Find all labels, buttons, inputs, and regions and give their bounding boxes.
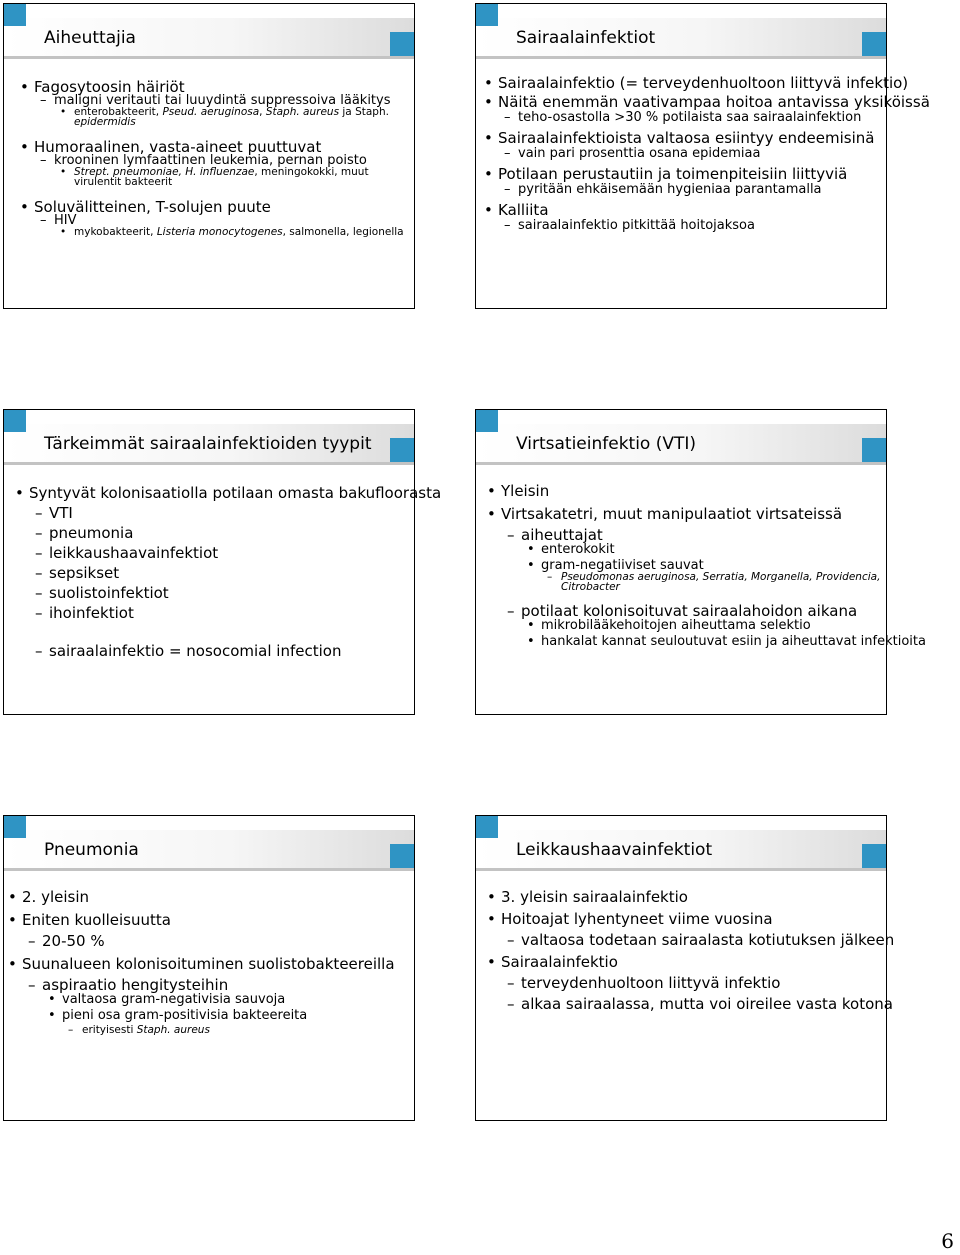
bullet-dash-icon: – <box>504 182 511 197</box>
bullet-dash-icon: – <box>507 931 515 949</box>
bullet-line: Sairaalainfektioista valtaosa esiintyy endeemisinä <box>498 129 875 147</box>
bullet-line: 3. yleisin sairaalainfektio <box>501 888 688 906</box>
bullet-line: Sairaalainfektio (= terveydenhuoltoon liittyvä infektio) <box>498 74 909 92</box>
bullet-line: valtaosa todetaan sairaalasta kotiutuksen jälkeen <box>521 931 895 949</box>
title-square-decoration <box>390 438 414 462</box>
title-square-decoration <box>390 32 414 56</box>
bullet-line: pneumonia <box>49 524 134 542</box>
bullet-dash-icon: – <box>28 932 36 950</box>
bullet-line: hankalat kannat seuloutuvat esiin ja aiheuttavat infektioita <box>541 634 926 649</box>
bullet-line: Näitä enemmän vaativampaa hoitoa antavissa yksiköissä <box>498 93 930 111</box>
corner-square-decoration <box>4 410 26 432</box>
slide-2 <box>475 3 930 309</box>
bullet-dot-icon: • <box>484 201 493 219</box>
bullet-line: Yleisin <box>501 482 550 500</box>
bullet-dash-icon: – <box>507 526 515 544</box>
bullet-line: enterokokit <box>541 542 615 557</box>
bullet-dot-icon: • <box>8 911 17 929</box>
slide-3 <box>3 409 442 715</box>
bullet-line: suolistoinfektiot <box>49 584 169 602</box>
bullet-line: sairaalainfektio = nosocomial infection <box>49 642 342 660</box>
bullet-dash-icon: – <box>504 110 511 125</box>
bullet-line: gram-negatiiviset sauvat <box>541 558 704 573</box>
bullet-dash-icon: – <box>40 153 47 168</box>
bullet-line: Pseudomonas aeruginosa, Serratia, Morganella, Providencia, <box>561 571 881 583</box>
bullet-line: pyritään ehkäisemään hygieniaa parantamalla <box>518 182 822 197</box>
bullet-dot-icon: • <box>484 129 493 147</box>
bullet-dash-icon: – <box>35 544 43 562</box>
bullet-line: 20-50 % <box>42 932 105 950</box>
bullet-dot-icon: • <box>527 542 535 557</box>
bullet-line: erityisesti Staph. aureus <box>82 1024 210 1036</box>
bullet-dash-icon: – <box>507 995 515 1013</box>
bullet-line: aiheuttajat <box>521 526 603 544</box>
bullet-line: potilaat kolonisoituvat sairaalahoidon aikana <box>521 602 858 620</box>
bullet-dot-icon: • <box>484 74 493 92</box>
bullet-dot-icon: • <box>20 78 29 96</box>
bullet-dash-icon: – <box>35 504 43 522</box>
bullet-dot-icon: • <box>60 166 67 178</box>
bullet-line: Strept. pneumoniae, H. influenzae, meningokokki, muut <box>74 166 369 178</box>
bullet-dot-icon: • <box>48 1008 56 1023</box>
bullet-line: Soluvälitteinen, T-solujen puute <box>34 198 271 216</box>
title-divider <box>4 868 414 871</box>
title-square-decoration <box>862 32 886 56</box>
bullet-dot-icon: • <box>60 106 67 118</box>
bullet-line: teho-osastolla >30 % potilaista saa sairaalainfektion <box>518 110 862 125</box>
corner-square-decoration <box>476 410 498 432</box>
title-divider <box>4 56 414 59</box>
title-divider <box>476 56 886 59</box>
bullet-line: vain pari prosenttia osana epidemiaa <box>518 146 761 161</box>
bullet-line: virulentit bakteerit <box>74 176 173 188</box>
corner-square-decoration <box>476 816 498 838</box>
bullet-line: Virtsakatetri, muut manipulaatiot virtsateissä <box>501 505 843 523</box>
slide-title: Tärkeimmät sairaalainfektioiden tyypit <box>44 434 372 454</box>
bullet-line: sairaalainfektio pitkittää hoitojaksoa <box>518 218 755 233</box>
bullet-dot-icon: • <box>8 955 17 973</box>
bullet-dash-icon: – <box>35 564 43 582</box>
bullet-dash-icon: – <box>504 146 511 161</box>
title-divider <box>4 462 414 465</box>
bullet-line: VTI <box>49 504 73 522</box>
bullet-dot-icon: • <box>487 482 496 500</box>
bullet-dash-icon: – <box>28 976 36 994</box>
bullet-dot-icon: • <box>527 634 535 649</box>
bullet-dot-icon: • <box>487 910 496 928</box>
slide-title: Pneumonia <box>44 840 139 860</box>
slide-title: Virtsatieinfektio (VTI) <box>516 434 697 454</box>
page-number: 6 <box>941 1229 954 1253</box>
bullet-line: Humoraalinen, vasta-aineet puuttuvat <box>34 138 322 156</box>
bullet-line: mikrobilääkehoitojen aiheuttama selektio <box>541 618 811 633</box>
bullet-dot-icon: • <box>527 558 535 573</box>
title-square-decoration <box>862 438 886 462</box>
bullet-line: 2. yleisin <box>22 888 90 906</box>
bullet-dash-icon: – <box>35 584 43 602</box>
bullet-line: alkaa sairaalassa, mutta voi oireilee vasta kotona <box>521 995 893 1013</box>
bullet-line: maligni veritauti tai luuydintä suppressoiva lääkitys <box>54 93 391 108</box>
bullet-dot-icon: • <box>8 888 17 906</box>
bullet-dot-icon: • <box>487 505 496 523</box>
title-square-decoration <box>862 844 886 868</box>
bullet-dot-icon: • <box>60 226 67 238</box>
corner-square-decoration <box>476 4 498 26</box>
bullet-line: Syntyvät kolonisaatiolla potilaan omasta bakufloorasta <box>29 484 442 502</box>
bullet-line: Sairaalainfektio <box>501 953 618 971</box>
bullet-dash-icon: – <box>507 974 515 992</box>
bullet-dot-icon: • <box>48 992 56 1007</box>
bullet-dash-icon: – <box>68 1024 74 1036</box>
bullet-dot-icon: • <box>484 93 493 111</box>
bullet-dot-icon: • <box>20 198 29 216</box>
bullet-line: terveydenhuoltoon liittyvä infektio <box>521 974 781 992</box>
bullet-line: Potilaan perustautiin ja toimenpiteisiin liittyviä <box>498 165 848 183</box>
bullet-line: ihoinfektiot <box>49 604 134 622</box>
slide-6 <box>475 815 895 1121</box>
bullet-line: HIV <box>54 213 77 228</box>
slide-title: Sairaalainfektiot <box>516 28 656 48</box>
bullet-dash-icon: – <box>507 602 515 620</box>
bullet-line: aspiraatio hengitysteihin <box>42 976 229 994</box>
slide-5 <box>3 815 415 1121</box>
bullet-dash-icon: – <box>547 571 553 583</box>
slide-1 <box>3 3 415 309</box>
bullet-line: sepsikset <box>49 564 120 582</box>
bullet-dash-icon: – <box>40 93 47 108</box>
bullet-dot-icon: • <box>527 618 535 633</box>
bullet-dot-icon: • <box>484 165 493 183</box>
bullet-line: enterobakteerit, Pseud. aeruginosa, Staph. aureus ja Staph. <box>74 106 389 118</box>
bullet-line: Suunalueen kolonisoituminen suolistobakteereilla <box>22 955 395 973</box>
bullet-dash-icon: – <box>504 218 511 233</box>
title-divider <box>476 868 886 871</box>
bullet-dash-icon: – <box>35 642 43 660</box>
bullet-line: Fagosytoosin häiriöt <box>34 78 185 96</box>
bullet-dot-icon: • <box>15 484 24 502</box>
bullet-line: Kalliita <box>498 201 549 219</box>
bullet-dash-icon: – <box>35 604 43 622</box>
bullet-line: Eniten kuolleisuutta <box>22 911 171 929</box>
bullet-line: Hoitoajat lyhentyneet viime vuosina <box>501 910 773 928</box>
title-square-decoration <box>390 844 414 868</box>
slide-4 <box>475 409 926 715</box>
slide-title: Aiheuttajia <box>44 28 136 48</box>
slide-title: Leikkaushaavainfektiot <box>516 840 713 860</box>
bullet-line: mykobakteerit, Listeria monocytogenes, salmonella, legionella <box>74 226 404 238</box>
bullet-dot-icon: • <box>20 138 29 156</box>
bullet-line: krooninen lymfaattinen leukemia, pernan poisto <box>54 153 367 168</box>
corner-square-decoration <box>4 4 26 26</box>
bullet-line: Citrobacter <box>561 581 620 593</box>
bullet-line: pieni osa gram-positivisia bakteereita <box>62 1008 308 1023</box>
corner-square-decoration <box>4 816 26 838</box>
bullet-dash-icon: – <box>35 524 43 542</box>
bullet-line: valtaosa gram-negativisia sauvoja <box>62 992 286 1007</box>
bullet-dot-icon: • <box>487 953 496 971</box>
bullet-line: leikkaushaavainfektiot <box>49 544 219 562</box>
bullet-dot-icon: • <box>487 888 496 906</box>
bullet-line: epidermidis <box>74 116 136 128</box>
bullet-dash-icon: – <box>40 213 47 228</box>
title-divider <box>476 462 886 465</box>
